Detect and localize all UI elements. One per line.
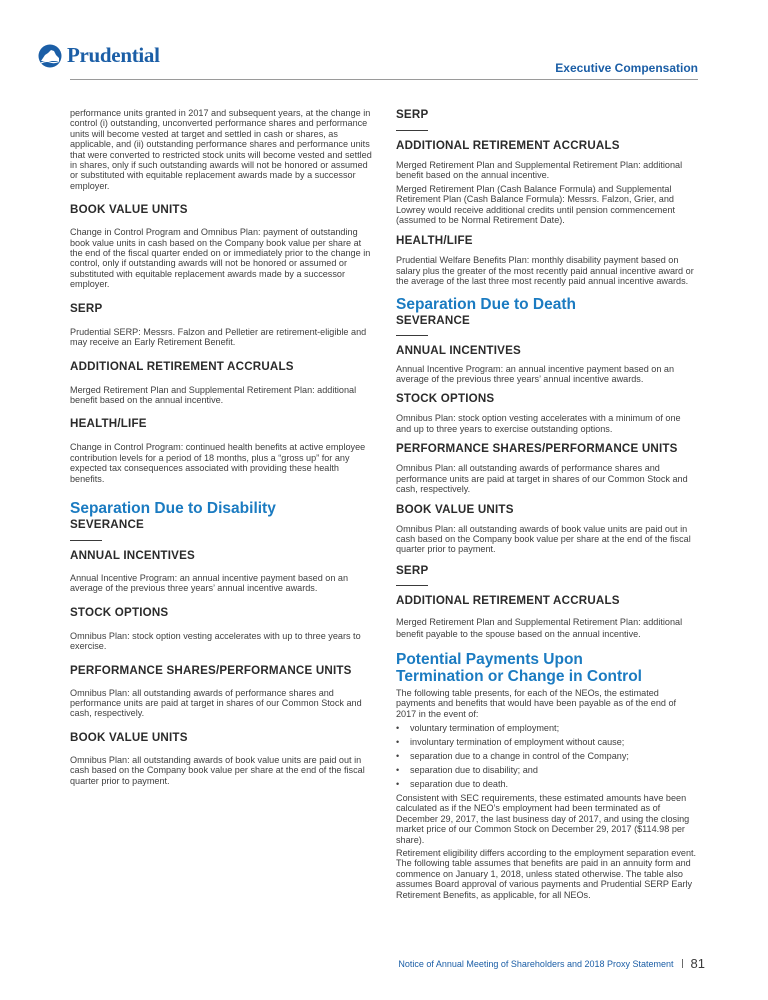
additional-retirement-accruals-text-right-2: Merged Retirement Plan and Supplemental Retirement Plan: additional benefit payable to the spouse based on the annual incentive. [396, 616, 683, 640]
annual-incentives-text-right: Annual Incentive Program: an annual incentive payment based on an average of the previous three years’ annual incentive awards. [396, 363, 675, 385]
additional-retirement-accruals-text-2: Merged Retirement Plan (Cash Balance Formula) and Supplemental Retirement Plan (Cash Balance Formula): Messrs. Falzon, Grier, and Lowrey would receive additional credits until pension commencement (assumed to be Normal Retirement Date). [396, 183, 676, 226]
severance-dash [70, 540, 102, 541]
brand-name: Prudential [67, 43, 160, 67]
performance-shares-text-right: Omnibus Plan: all outstanding awards of performance shares and performance units are paid at target in shares of our Common Stock and cash, respectively. [396, 463, 688, 495]
intro-paragraph: performance units granted in 2017 and subsequent years, at the change in control (i) outstanding, unconverted performance shares and performance units will become vested at target and settled in cash or shares, as applicable, and (ii) outstanding performance shares and performance units that were converted to restricted stock units will become vested and settled in shares, only if such outstanding awards will not be honored or assumed or substituted with equitable replacement awards made by a successor employer. [70, 108, 372, 191]
health-life-text-right: Prudential Welfare Benefits Plan: monthly disability payment based on salary plus the greater of the most recently paid annual incentive award or the average of the last three most recently paid annual incentive awards. [396, 255, 694, 287]
book-value-units-heading-right: BOOK VALUE UNITS [396, 502, 514, 516]
book-value-units-heading: BOOK VALUE UNITS [70, 203, 188, 217]
additional-retirement-accruals-heading-right-2: ADDITIONAL RETIREMENT ACCRUALS [396, 593, 620, 607]
termination-events-list [396, 723, 698, 790]
performance-shares-heading: PERFORMANCE SHARES/PERFORMANCE UNITS [70, 663, 352, 677]
stock-options-heading-right: STOCK OPTIONS [396, 392, 495, 406]
death-section-title: Separation Due to Death [396, 295, 576, 313]
annual-incentives-heading-right: ANNUAL INCENTIVES [396, 343, 521, 357]
book-value-units-text-2: Omnibus Plan: all outstanding awards of book value units are paid out in cash based on the Company book value per share at the end of the fiscal quarter prior to payment. [70, 754, 365, 786]
severance-dash-right [396, 335, 428, 336]
health-life-heading-right: HEALTH/LIFE [396, 234, 473, 248]
serp-heading: SERP [70, 301, 103, 315]
header-rule [70, 79, 698, 80]
performance-shares-heading-right: PERFORMANCE SHARES/PERFORMANCE UNITS [396, 442, 678, 456]
annual-incentives-heading: ANNUAL INCENTIVES [70, 548, 195, 562]
list-item: • involuntary termination of employment without cause; [396, 737, 698, 748]
left-column [70, 108, 372, 786]
potential-payments-intro: The following table presents, for each of the NEOs, the estimated payments and benefits that would have been payable as of the end of 2017 in the event of: [396, 687, 677, 719]
page-footer [398, 956, 705, 971]
list-item: • separation due to a change in control of the Company; [396, 751, 698, 762]
list-item: • voluntary termination of employment; [396, 723, 698, 734]
severance-heading: SEVERANCE [70, 517, 144, 531]
serp-heading-right-2: SERP [396, 563, 429, 577]
additional-retirement-accruals-heading-right: ADDITIONAL RETIREMENT ACCRUALS [396, 139, 620, 152]
additional-retirement-accruals-heading: ADDITIONAL RETIREMENT ACCRUALS [70, 359, 294, 373]
potential-payments-title-line1: Potential Payments Upon [396, 650, 583, 668]
book-value-units-text-right: Omnibus Plan: all outstanding awards of book value units are paid out in cash based on the Company book value per share at the end of the fiscal quarter prior to payment. [396, 523, 691, 555]
serp-heading-right: SERP [396, 108, 429, 121]
disability-section-title: Separation Due to Disability [70, 499, 276, 517]
rock-of-gibraltar-icon [38, 44, 62, 68]
section-title: Executive Compensation [555, 61, 698, 75]
potential-payments-title-line2: Termination or Change in Control [396, 667, 642, 685]
list-item: • separation due to disability; and [396, 765, 698, 776]
footer-separator [682, 959, 683, 968]
annual-incentives-text: Annual Incentive Program: an annual incentive payment based on an average of the previous three years’ annual incentive awards. [70, 572, 349, 594]
serp-text: Prudential SERP: Messrs. Falzon and Pelletier are retirement-eligible and may receive an Early Retirement Benefit. [70, 326, 367, 348]
health-life-heading: HEALTH/LIFE [70, 417, 147, 431]
footer-document-title: Notice of Annual Meeting of Shareholders and 2018 Proxy Statement [398, 958, 674, 969]
book-value-units-heading-2: BOOK VALUE UNITS [70, 730, 188, 744]
serp-dash-2 [396, 585, 428, 586]
severance-heading-right: SEVERANCE [396, 313, 470, 327]
stock-options-text: Omnibus Plan: stock option vesting accelerates with up to three years to exercise. [70, 630, 361, 652]
stock-options-heading: STOCK OPTIONS [70, 605, 169, 619]
performance-shares-text: Omnibus Plan: all outstanding awards of performance shares and performance units are paid at target in shares of our Common Stock and cash, respectively. [70, 687, 362, 719]
sec-requirements-paragraph: Consistent with SEC requirements, these estimated amounts have been calculated as if the NEO’s employment had been terminated as of December 29, 2017, the last business day of 2017, and using the closing market price of our Common Stock on December 29, 2017 ($114.98 per share). [396, 792, 690, 845]
right-column [396, 108, 698, 900]
additional-retirement-accruals-text: Merged Retirement Plan and Supplemental Retirement Plan: additional benefit based on the annual incentive. [70, 384, 357, 405]
retirement-eligibility-paragraph: Retirement eligibility differs according to the employment separation event. The following table assumes that benefits are paid in an annuity form and commence on January 1, 2018, unless stated otherwise. The table also assumes Board approval of various payments and Prudential SERP Early Retirement Benefits, as applicable, for all NEOs. [396, 847, 697, 900]
company-logo [38, 43, 160, 68]
list-item: • separation due to death. [396, 779, 698, 790]
stock-options-text-right: Omnibus Plan: stock option vesting accelerates with a minimum of one and up to three years to exercise outstanding options. [396, 413, 681, 434]
book-value-units-text: Change in Control Program and Omnibus Plan: payment of outstanding book value units in cash based on the Company book value per share at the end of the fiscal quarter ended on or immediately prior to the change in control, only if outstanding awards will not be honored or assumed or substituted with equitable replacement awards made by a successor employer. [70, 227, 371, 290]
page-number: 81 [690, 956, 705, 971]
health-life-text: Change in Control Program: continued health benefits at active employee contribution levels for a period of 18 months, plus a “gross up” for any expected tax consequences associated with providing these health benefits. [70, 442, 366, 484]
serp-dash [396, 130, 428, 131]
additional-retirement-accruals-text-1: Merged Retirement Plan and Supplemental Retirement Plan: additional benefit based on the annual incentive. [396, 160, 683, 181]
